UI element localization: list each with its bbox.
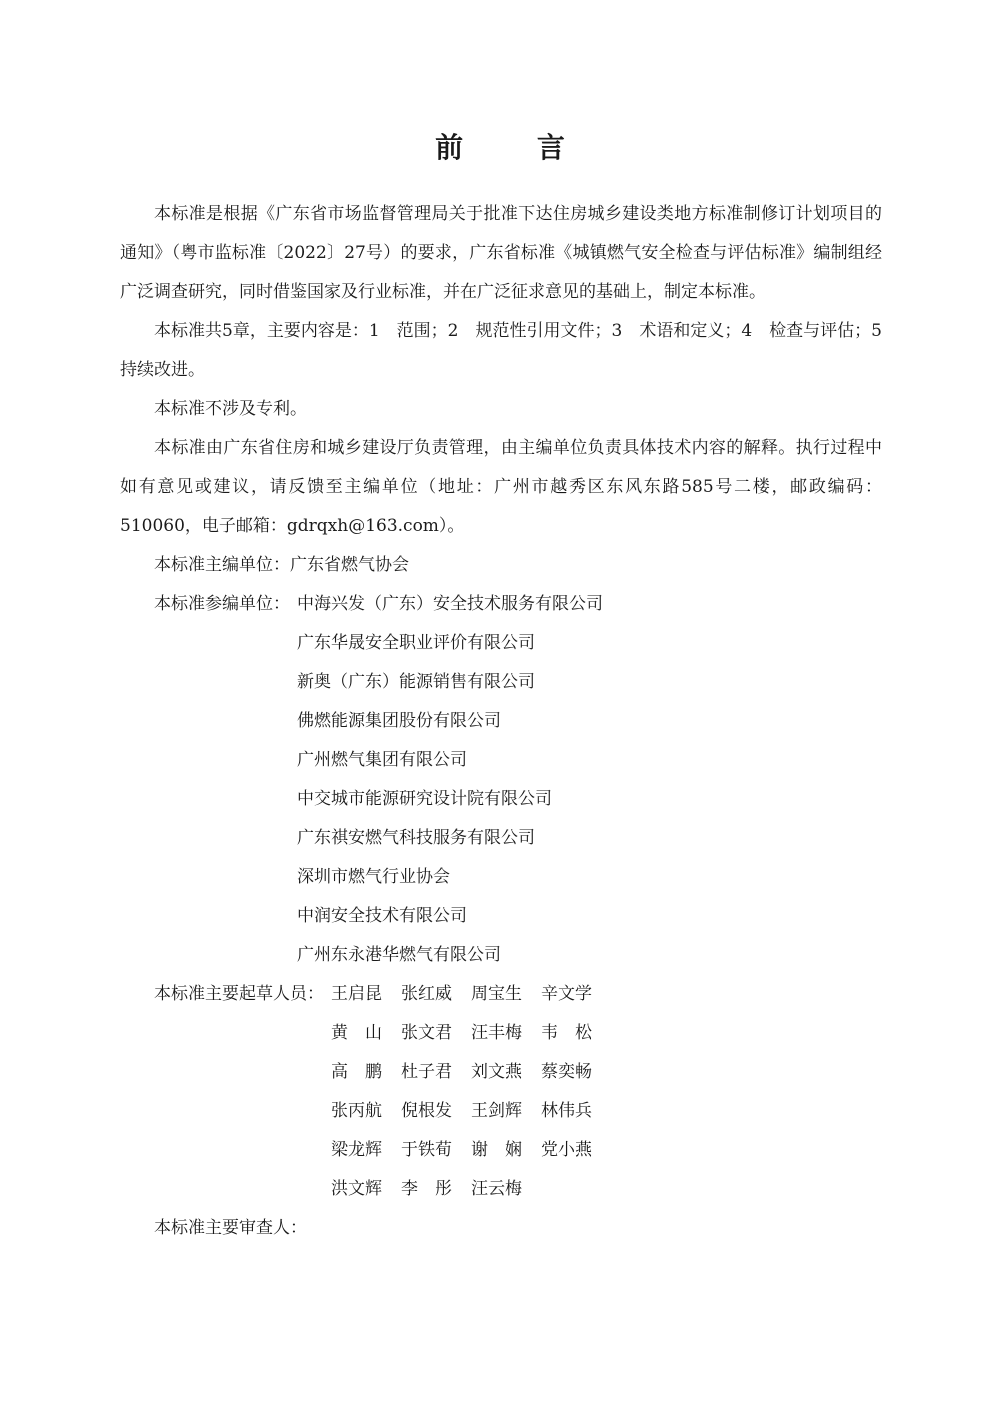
drafter-name: 谢 娴	[471, 1140, 522, 1160]
drafter-name: 张文君	[401, 1023, 452, 1043]
participating-label: 本标准参编单位：	[154, 594, 290, 614]
paragraph-patent: 本标准不涉及专利。	[154, 399, 307, 419]
drafter-row	[331, 1053, 611, 1092]
drafter-name: 党小燕	[541, 1140, 592, 1160]
paragraph-management: 本标准由广东省住房和城乡建设厅负责管理，由主编单位负责具体技术内容的解释。执行过程中如有意见或建议，请反馈至主编单位（地址：广州市越秀区东风东路585号二楼，邮政编码：510060，电子邮箱：gdrqxh@163.com）。	[120, 438, 882, 536]
paragraph-contents: 本标准共5章，主要内容是：1 范围；2 规范性引用文件；3 术语和定义；4 检查与评估；5 持续改进。	[120, 321, 899, 380]
drafter-row	[331, 1092, 611, 1131]
drafter-name: 林伟兵	[541, 1101, 592, 1121]
participating-unit: 深圳市燃气行业协会	[297, 867, 450, 887]
participating-unit: 广州东永港华燃气有限公司	[297, 945, 501, 965]
drafter-name: 汪云梅	[471, 1179, 522, 1199]
page-title: 前 言	[435, 131, 597, 164]
drafter-name: 于铁荀	[401, 1140, 452, 1160]
drafter-name: 辛文学	[541, 984, 592, 1004]
drafter-name: 李 彤	[401, 1179, 452, 1199]
drafter-name: 蔡奕畅	[541, 1062, 592, 1082]
chief-unit: 本标准主编单位：广东省燃气协会	[154, 555, 409, 575]
drafter-name: 周宝生	[471, 984, 522, 1004]
drafter-name: 刘文燕	[471, 1062, 522, 1082]
participating-unit: 中海兴发（广东）安全技术服务有限公司	[297, 594, 603, 614]
participating-unit: 中交城市能源研究设计院有限公司	[297, 789, 552, 809]
drafters-label: 本标准主要起草人员：	[154, 984, 324, 1004]
participating-unit: 广东祺安燃气科技服务有限公司	[297, 828, 535, 848]
participating-unit: 广东华晟安全职业评价有限公司	[297, 633, 535, 653]
drafter-row	[331, 1014, 611, 1053]
drafter-name: 黄 山	[331, 1023, 382, 1043]
drafter-name: 汪丰梅	[471, 1023, 522, 1043]
drafter-name: 杜子君	[401, 1062, 452, 1082]
drafter-name: 高 鹏	[331, 1062, 382, 1082]
drafter-name: 张红威	[401, 984, 452, 1004]
drafter-name: 张丙航	[331, 1101, 382, 1121]
drafter-name: 王剑辉	[471, 1101, 522, 1121]
reviewers-label: 本标准主要审查人：	[154, 1218, 307, 1238]
drafter-row	[331, 1170, 541, 1209]
drafter-row	[331, 1131, 611, 1170]
drafter-name: 倪根发	[401, 1101, 452, 1121]
participating-unit: 中润安全技术有限公司	[297, 906, 467, 926]
drafter-name: 梁龙辉	[331, 1140, 382, 1160]
paragraph-basis: 本标准是根据《广东省市场监督管理局关于批准下达住房城乡建设类地方标准制修订计划项目的通知》（粤市监标准〔2022〕27号）的要求，广东省标准《城镇燃气安全检查与评估标准》编制组经广泛调查研究，同时借鉴国家及行业标准，并在广泛征求意见的基础上，制定本标准。	[120, 204, 882, 302]
drafter-name: 洪文辉	[331, 1179, 382, 1199]
participating-unit: 佛燃能源集团股份有限公司	[297, 711, 501, 731]
drafter-name: 王启昆	[331, 984, 382, 1004]
drafter-row	[331, 975, 611, 1014]
participating-unit: 新奥（广东）能源销售有限公司	[297, 672, 535, 692]
participating-unit: 广州燃气集团有限公司	[297, 750, 467, 770]
drafter-name: 韦 松	[541, 1023, 592, 1043]
